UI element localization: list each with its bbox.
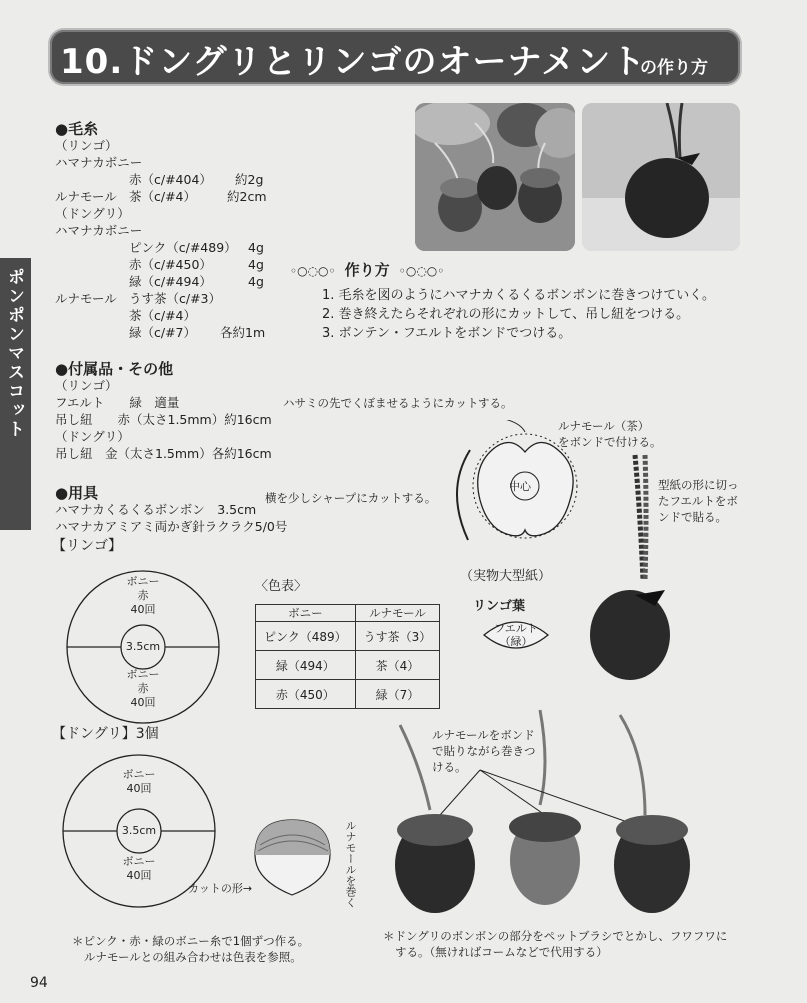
table-header: ルナモール [355,605,440,622]
apple-top-label: ボニー 赤 40回 [126,575,160,616]
center-label: 中心 [509,480,531,493]
color-table [255,604,440,709]
page-number: 94 [30,975,48,991]
photo-ornaments [415,103,575,251]
felt-note: 型紙の形に切っ たフエルトをボ ンドで貼る。 [658,478,739,524]
tools-list [55,501,287,535]
footnote-left: ＊ピンク・赤・緑のボニー糸で1個ずつ作る。 ルナモールとの組み合わせは色表を参照。 [72,934,310,964]
pattern-caption: （実物大型紙） [460,569,552,584]
side-cut-note: 横を少しシャープにカットする。 [265,491,437,505]
photo-apple [582,103,740,251]
apple-bottom-label: ボニー 赤 40回 [126,668,160,709]
table-row: 緑（494） 茶（4） [256,651,440,680]
accessories-heading: ●付属品・その他 [55,360,174,378]
steps-list [322,286,715,343]
arrow-right-icon: → [242,882,253,895]
tools-heading: ●用具 [55,484,99,502]
steps-heading: 作り方 [344,261,390,279]
table-row: ピンク（489） うす茶（3） [256,622,440,651]
list-item: 吊し紐 赤（太さ1.5mm）約16cm [55,412,272,427]
page-subtitle: の作り方 [640,58,708,78]
apple-center-label: 3.5cm [125,640,161,653]
list-item: ハマナカアミアミ両かぎ針ラクラク5/0号 [55,519,288,534]
acorn-cut-shape [250,815,340,900]
scissors-note: ハサミの先でくぼませるようにカットする。 [283,396,513,410]
lunamall-note: ルナモール（茶） をボンドで付ける。 [558,419,662,449]
cut-shape-label: カットの形→ [188,882,253,895]
list-item: 2. 巻き終えたらそれぞれの形にカットして、吊し紐をつける。 [322,307,690,322]
acorn-center-label: 3.5cm [121,824,157,837]
list-item: フエルト 緑 適量 [55,395,180,410]
table-header: ボニー [256,605,356,622]
acorn-top-label: ボニー 40回 [122,768,156,795]
accessories-list [55,377,272,462]
list-item: 3. ボンテン・フエルトをボンドでつける。 [322,326,572,341]
color-table-caption: 〈色表〉 [255,579,308,594]
list-item: （リンゴ） [55,378,118,393]
yarn-heading: ●毛糸 [55,120,99,138]
acorn-bottom-label: ボニー 40回 [122,855,156,882]
footnote-right: ＊ドングリのボンボンの部分をペットブラシでとかし、フワフワに する。（無ければコームなどで代用する） [383,929,728,959]
leaf-text: フエルト （緑） [494,622,538,648]
list-item: 1. 毛糸を図のようにハマナカくるくるボンボンに巻きつけていく。 [322,288,716,303]
wrap-label: ルナモールを巻く [344,820,357,908]
apple-diagram-label: 【リンゴ】 [52,538,122,554]
steps-heading-row [290,259,444,280]
bubble-decoration-icon: ◦○◌○◦ [290,264,336,278]
bubble-decoration-icon: ◦○◌○◦ [398,264,445,278]
table-row: 赤（450） 緑（7） [256,680,440,709]
page-title: 10.ドングリとリンゴのオーナメント [60,42,647,82]
acorn-diagram-label: 【ドングリ】3個 [52,726,159,742]
acorns-finished-image [380,705,710,920]
list-item: （ドングリ） [55,429,130,444]
acorn-note: ルナモールをボンド で貼りながら巻きつ ける。 [432,728,536,774]
side-tab-label: ポンポンマスコット [4,268,24,439]
list-item: 吊し紐 金（太さ1.5mm）各約16cm [55,446,272,461]
leaf-title: リンゴ葉 [473,599,526,614]
list-item: ハマナカくるくるボンボン 3.5cm [55,502,257,517]
